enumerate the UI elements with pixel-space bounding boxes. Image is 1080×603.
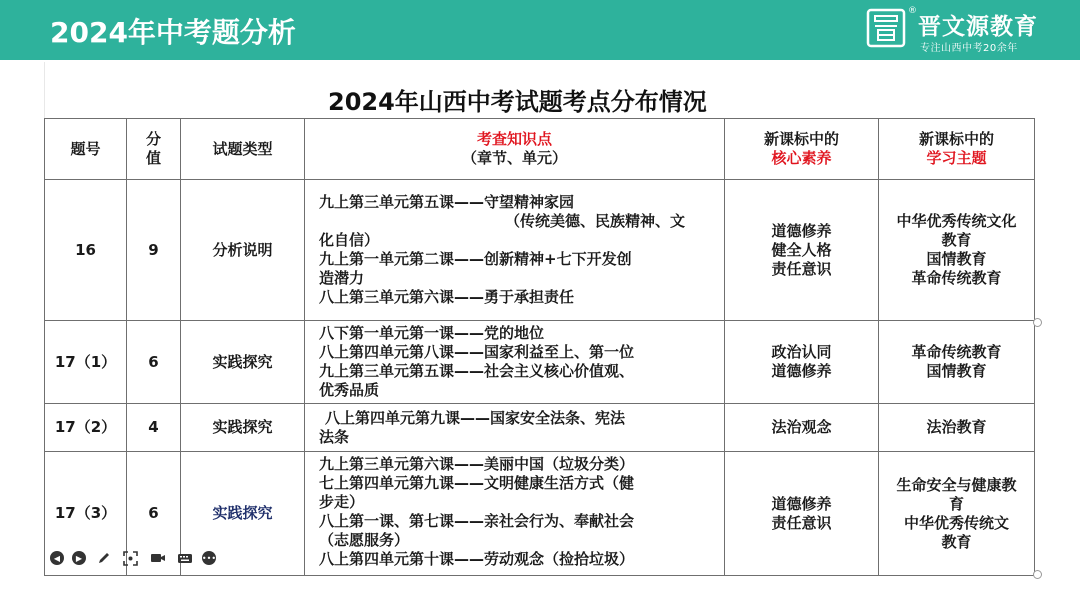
cell-type: 分析说明 (181, 180, 305, 321)
header-theme: 新课标中的 学习主题 (879, 119, 1035, 180)
cell-literacy: 法治观念 (725, 404, 879, 452)
cell-theme: 中华优秀传统文化 教育 国情教育 革命传统教育 (879, 180, 1035, 321)
resize-handle[interactable] (1033, 570, 1042, 579)
cell-score: 4 (127, 404, 181, 452)
cell-literacy: 道德修养 责任意识 (725, 452, 879, 576)
table-row (45, 404, 1035, 452)
cell-knowledge: 九上第三单元第六课——美丽中国（垃圾分类） 七上第四单元第九课——文明健康生活方式（健 步走） 八上第一课、第七课——亲社会行为、奉献社会 （志愿服务） 八上第四单元第十课——劳动观念（捡拾垃圾） (305, 452, 725, 576)
cell-number: 17（1） (45, 321, 127, 404)
exam-analysis-table (44, 118, 1035, 576)
prev-icon[interactable]: ◀ (50, 551, 64, 565)
top-banner (0, 0, 1080, 60)
cell-literacy: 政治认同 道德修养 (725, 321, 879, 404)
pen-icon[interactable] (94, 549, 113, 568)
header-number: 题号 (45, 119, 127, 180)
cell-type: 实践探究 (181, 452, 305, 576)
cell-score: 6 (127, 452, 181, 576)
cell-number: 17（2） (45, 404, 127, 452)
header-type: 试题类型 (181, 119, 305, 180)
cell-knowledge: 九上第三单元第五课——守望精神家园 （传统美德、民族精神、文 化自信） 九上第一单元第二课——创新精神+七下开发创 造潜力 八上第三单元第六课——勇于承担责任 (305, 180, 725, 321)
cell-number: 16 (45, 180, 127, 321)
header-knowledge: 考查知识点 （章节、单元） (305, 119, 725, 180)
page-title: 2024年中考题分析 (50, 16, 296, 49)
cell-theme: 革命传统教育 国情教育 (879, 321, 1035, 404)
next-icon[interactable]: ▶ (72, 551, 86, 565)
more-icon[interactable]: ••• (202, 551, 216, 565)
camera-icon[interactable] (148, 549, 167, 568)
cell-type: 实践探究 (181, 321, 305, 404)
presentation-toolbar (50, 548, 216, 568)
table-row (45, 180, 1035, 321)
cell-knowledge: 八上第四单元第九课——国家安全法条、宪法 法条 (305, 404, 725, 452)
resize-handle[interactable] (1033, 318, 1042, 327)
header-score: 分 值 (127, 119, 181, 180)
brand-slogan: 专注山西中考20余年 (920, 43, 1018, 54)
brand-mark-icon (866, 8, 906, 48)
brand-name: 晋文源教育 (918, 14, 1038, 40)
table-header-row (45, 119, 1035, 180)
table-row (45, 321, 1035, 404)
cell-theme: 生命安全与健康教 育 中华优秀传统文 教育 (879, 452, 1035, 576)
registered-mark: ® (908, 6, 917, 16)
cell-knowledge: 八下第一单元第一课——党的地位 八上第四单元第八课——国家利益至上、第一位 九上第三单元第五课——社会主义核心价值观、 优秀品质 (305, 321, 725, 404)
cell-number: 17（3） (45, 452, 127, 576)
document-title: 2024年山西中考试题考点分布情况 (328, 88, 707, 116)
cell-type: 实践探究 (181, 404, 305, 452)
screenshot-icon[interactable] (121, 549, 140, 568)
brand-logo (866, 6, 1066, 54)
cell-score: 6 (127, 321, 181, 404)
cell-theme: 法治教育 (879, 404, 1035, 452)
header-literacy: 新课标中的 核心素养 (725, 119, 879, 180)
keyboard-icon[interactable] (175, 549, 194, 568)
cell-score: 9 (127, 180, 181, 321)
cell-literacy: 道德修养 健全人格 责任意识 (725, 180, 879, 321)
